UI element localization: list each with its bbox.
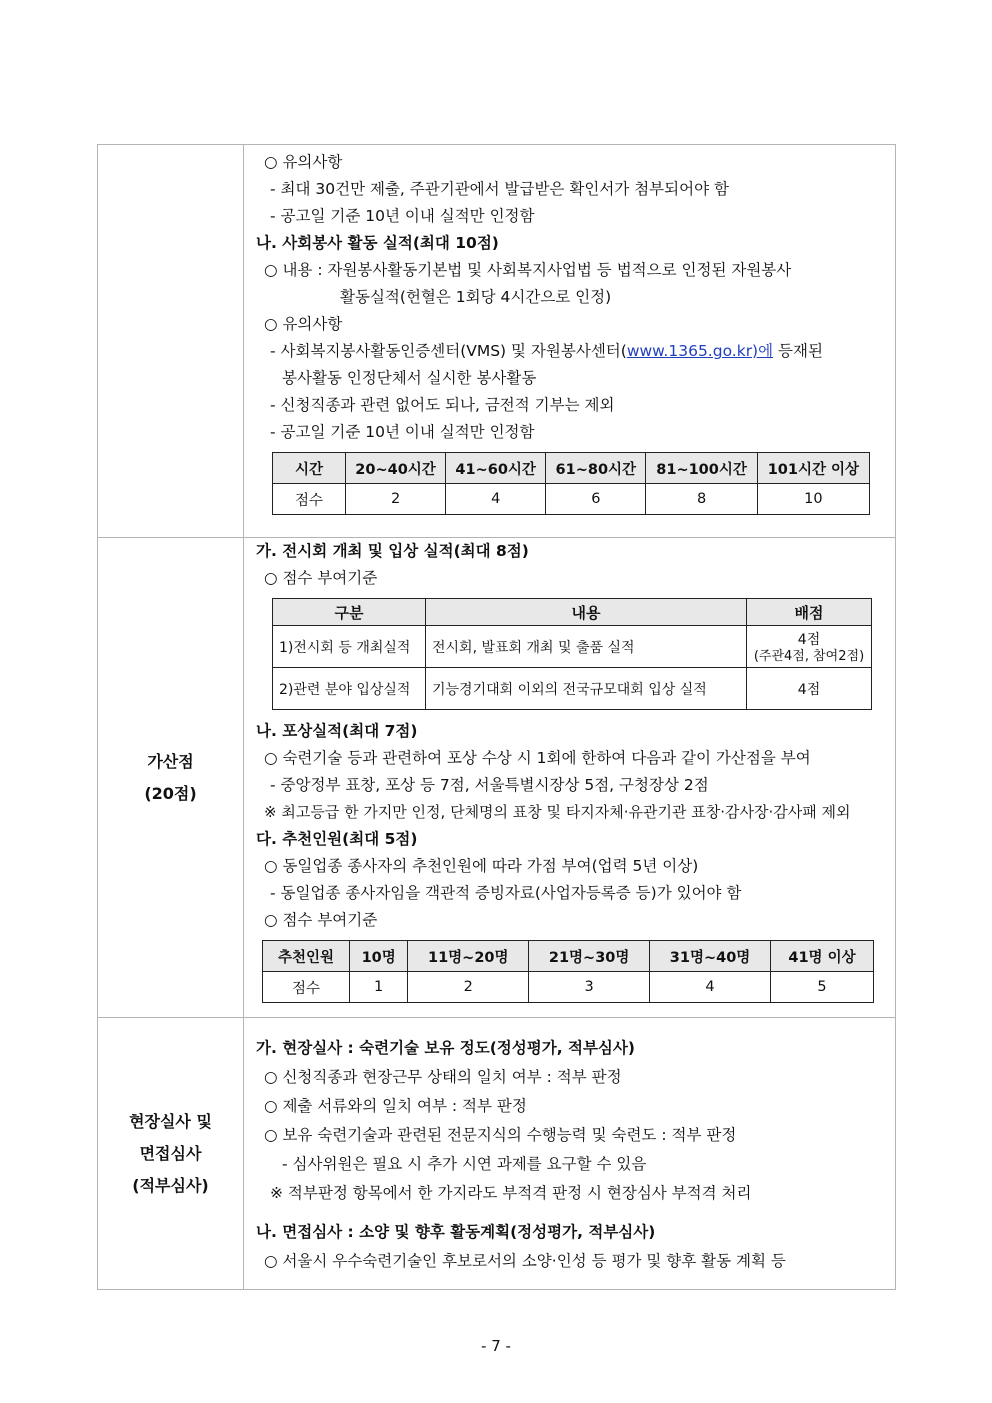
exhibition-score-table [272,598,872,710]
section-heading: 가. 현장실사 : 숙련기술 보유 정도(정성평가, 적부심사) [256,1039,635,1057]
table-row [273,626,872,668]
list-item: ○ 유의사항 [264,315,343,333]
volunteer-hours-table [272,452,870,515]
note-item: ※ 적부판정 항목에서 한 가지라도 부적격 판정 시 현장심사 부적격 처리 [270,1184,752,1202]
table-row [263,941,874,972]
table-cell: 점수 [273,484,346,515]
row-label-line: (20점) [144,783,197,803]
table-cell: 3 [529,972,650,1003]
table-cell: 1)전시회 등 개최실적 [273,626,426,668]
list-item: ○ 신청직종과 현장근무 상태의 일치 여부 : 적부 판정 [264,1068,622,1086]
score-note: (주관4점, 참여2점) [753,648,865,664]
table-row [98,538,896,1018]
table-cell: 2 [346,484,446,515]
section-heading: 다. 추천인원(최대 5점) [256,830,418,848]
table-header: 61~80시간 [546,453,646,484]
table-cell: 2 [408,972,529,1003]
table-header: 내용 [426,599,747,626]
section-heading: 나. 포상실적(최대 7점) [256,722,418,740]
table-header: 101시간 이상 [757,453,869,484]
row-label-empty [98,145,244,538]
volunteer-center-link[interactable]: www.1365.go.kr)에 [626,342,774,360]
list-item: ○ 서울시 우수숙련기술인 후보로서의 소양·인성 등 평가 및 향후 활동 계획 등 [264,1252,786,1270]
list-item: - 동일업종 종사자임을 객관적 증빙자료(사업자등록증 등)가 있어야 함 [270,884,742,902]
list-item-text: 등재된 [773,342,823,360]
table-cell: 점수 [263,972,350,1003]
list-item: 활동실적(헌혈은 1회당 4시간으로 인정) [340,288,612,306]
row-label [98,1018,244,1290]
recommendation-score-table [262,940,874,1003]
section-heading: 나. 면접심사 : 소양 및 향후 활동계획(정성평가, 적부심사) [256,1223,656,1241]
page-number: - 7 - [481,1337,511,1355]
row-content [244,538,896,1018]
list-item: - 심사위원은 필요 시 추가 시연 과제를 요구할 수 있음 [282,1155,647,1173]
row-label-line: 가산점 [147,751,194,771]
table-header: 20~40시간 [346,453,446,484]
table-header: 41명 이상 [770,941,873,972]
list-item: ○ 점수 부여기준 [264,569,378,587]
table-row [273,599,872,626]
table-row [98,1018,896,1290]
table-cell: 기능경기대회 이외의 전국규모대회 입상 실적 [426,668,747,710]
table-header: 81~100시간 [646,453,757,484]
table-header: 31명~40명 [650,941,771,972]
table-header: 11명~20명 [408,941,529,972]
list-item: ○ 보유 숙련기술과 관련된 전문지식의 수행능력 및 숙련도 : 적부 판정 [264,1126,737,1144]
table-header: 시간 [273,453,346,484]
list-item: - 신청직종과 관련 없어도 되나, 금전적 기부는 제외 [270,396,615,414]
list-item: 봉사활동 인정단체서 실시한 봉사활동 [282,369,537,387]
table-cell: 4 [650,972,771,1003]
table-header: 10명 [350,941,408,972]
list-item: ○ 점수 부여기준 [264,911,378,929]
note-item: ※ 최고등급 한 가지만 인정, 단체명의 표창 및 타지자체·유관기관 표창·감사장·감사패 제외 [264,803,851,821]
table-cell: 2)관련 분야 입상실적 [273,668,426,710]
row-content [244,145,896,538]
list-item: ○ 동일업종 종사자의 추천인원에 따라 가점 부여(업력 5년 이상) [264,857,699,875]
table-header: 배점 [747,599,872,626]
table-cell: 전시회, 발표회 개최 및 출품 실적 [426,626,747,668]
table-cell: 4 [446,484,546,515]
table-row [273,668,872,710]
table-header: 41~60시간 [446,453,546,484]
list-item: - 공고일 기준 10년 이내 실적만 인정함 [270,423,535,441]
criteria-table [97,144,896,1290]
table-header: 구분 [273,599,426,626]
list-item: ○ 내용 : 자원봉사활동기본법 및 사회복지사업법 등 법적으로 인정된 자원봉사 [264,261,792,279]
table-cell [747,626,872,668]
table-row [98,145,896,538]
list-item: ○ 제출 서류와의 일치 여부 : 적부 판정 [264,1097,527,1115]
section-heading: 나. 사회봉사 활동 실적(최대 10점) [256,234,499,252]
table-row [273,484,870,515]
table-header: 21명~30명 [529,941,650,972]
list-item: ○ 유의사항 [264,153,343,171]
row-label [98,538,244,1018]
list-item: ○ 숙련기술 등과 관련하여 포상 수상 시 1회에 한하여 다음과 같이 가산점을 부여 [264,749,811,767]
score-value: 4점 [797,631,821,648]
list-item: - 중앙정부 표창, 포상 등 7점, 서울특별시장상 5점, 구청장상 2점 [270,776,709,794]
row-label-line: 면접심사 [139,1143,202,1163]
row-label-line: (적부심사) [132,1175,209,1195]
table-cell: 4점 [747,668,872,710]
table-cell: 5 [770,972,873,1003]
table-row [263,972,874,1003]
row-label-line: 현장실사 및 [129,1111,212,1131]
table-cell: 10 [757,484,869,515]
list-item: - 최대 30건만 제출, 주관기관에서 발급받은 확인서가 첨부되어야 함 [270,180,729,198]
table-header: 추천인원 [263,941,350,972]
section-heading: 가. 전시회 개최 및 입상 실적(최대 8점) [256,542,529,560]
table-cell: 8 [646,484,757,515]
table-row [273,453,870,484]
list-item: - 공고일 기준 10년 이내 실적만 인정함 [270,207,535,225]
list-item-text: - 사회복지봉사활동인증센터(VMS) 및 자원봉사센터( [270,342,627,360]
table-cell: 1 [350,972,408,1003]
table-cell: 6 [546,484,646,515]
list-item [256,338,881,365]
row-content [244,1018,896,1290]
